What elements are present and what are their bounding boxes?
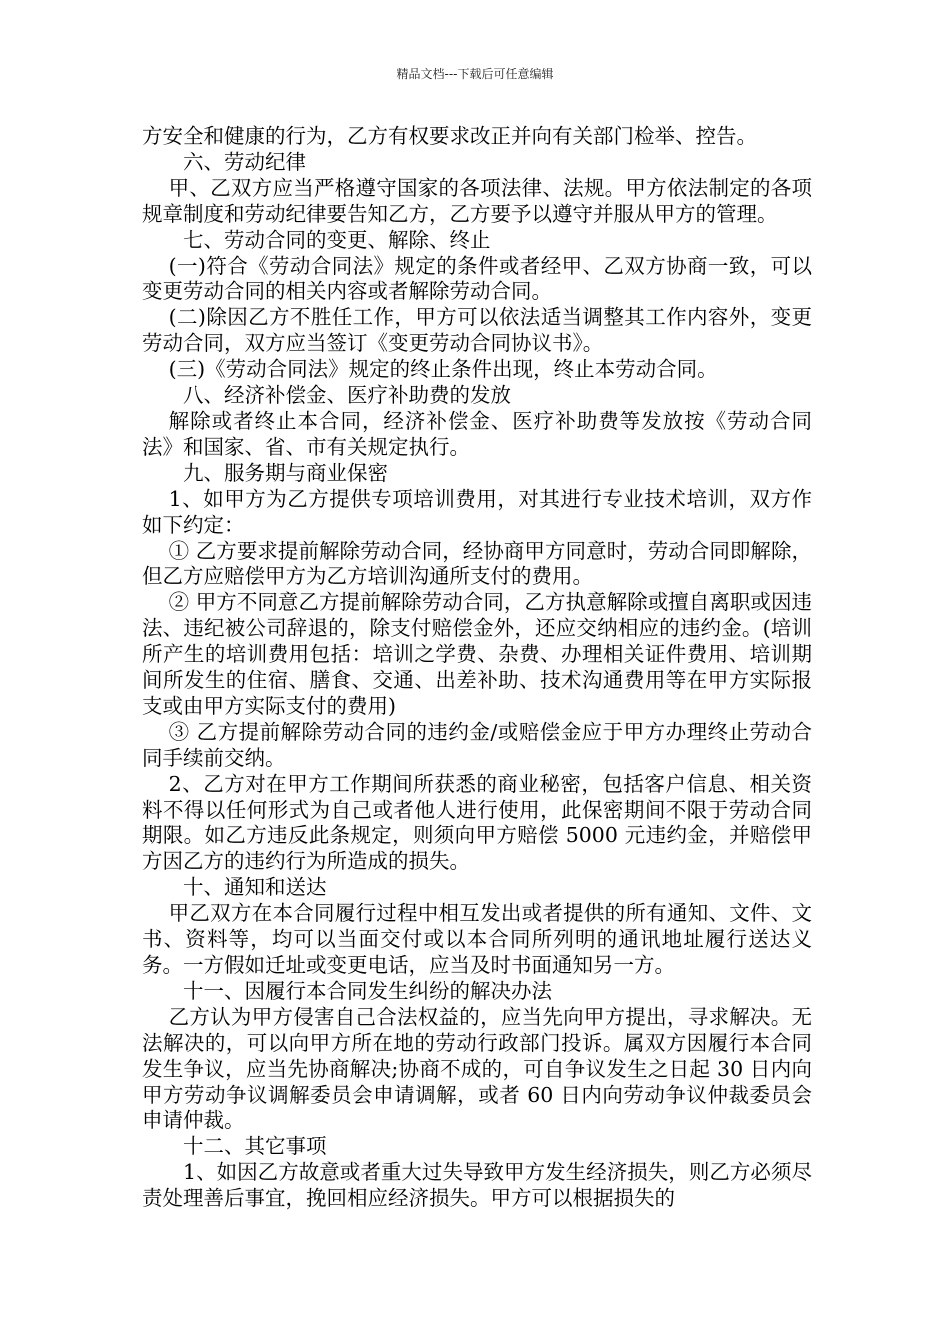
section-heading-10: 十、通知和送达 (183, 875, 327, 900)
paragraph-change-3: (三)《劳动合同法》规定的终止条件出现，终止本劳动合同。 (168, 357, 718, 382)
paragraph-training-1: 1、如甲方为乙方提供专项培训费用，对其进行专业技术培训，双方作如下约定： (142, 486, 812, 537)
page-header: 精品文档---下载后可任意编辑 (396, 67, 554, 81)
paragraph-training-item-2: ② 甲方不同意乙方提前解除劳动合同，乙方执意解除或擅自离职或因违法、违纪被公司辞退的，除支付赔偿金外，还应交纳相应的违约金。(培训所产生的培训费用包括：培训之学费、杂费、办理相关证件费用、培训期间所发生的住宿、膳食、交通、出差补助、技术沟通费用等在甲方实际报支或由甲方实际支付的费用) (142, 590, 812, 718)
section-heading-7: 七、劳动合同的变更、解除、终止 (183, 227, 491, 252)
section-heading-9: 九、服务期与商业保密 (183, 460, 388, 485)
paragraph-training-item-1: ① 乙方要求提前解除劳动合同，经协商甲方同意时，劳动合同即解除，但乙方应赔偿甲方为乙方培训沟通所支付的费用。 (142, 538, 812, 589)
section-heading-11: 十一、因履行本合同发生纠纷的解决办法 (183, 978, 552, 1003)
section-heading-12: 十二、其它事项 (183, 1134, 327, 1159)
paragraph-training-item-3: ③ 乙方提前解除劳动合同的违约金/或赔偿金应于甲方办理终止劳动合同手续前交纳。 (142, 719, 812, 770)
section-heading-8: 八、经济补偿金、医疗补助费的发放 (183, 383, 511, 408)
paragraph-continuation: 方安全和健康的行为，乙方有权要求改正并向有关部门检举、控告。 (142, 124, 757, 148)
paragraph-compensation: 解除或者终止本合同，经济补偿金、医疗补助费等发放按《劳动合同法》和国家、省、市有关规定执行。 (142, 408, 812, 459)
paragraph-confidentiality: 2、乙方对在甲方工作期间所获悉的商业秘密，包括客户信息、相关资料不得以任何形式为自己或者他人进行使用，此保密期间不限于劳动合同期限。如乙方违反此条规定，则须向甲方赔偿 5000 元违约金，并赔偿甲方因乙方的违约行为所造成的损失。 (142, 771, 812, 874)
paragraph-discipline: 甲、乙双方应当严格遵守国家的各项法律、法规。甲方依法制定的各项规章制度和劳动纪律要告知乙方，乙方要予以遵守并服从甲方的管理。 (142, 175, 812, 226)
section-heading-6: 六、劳动纪律 (183, 149, 306, 174)
paragraph-change-1: (一)符合《劳动合同法》规定的条件或者经甲、乙双方协商一致，可以变更劳动合同的相关内容或者解除劳动合同。 (142, 253, 812, 304)
paragraph-dispute: 乙方认为甲方侵害自己合法权益的，应当先向甲方提出，寻求解决。无法解决的，可以向甲方所在地的劳动行政部门投诉。属双方因履行本合同发生争议，应当先协商解决;协商不成的，可自争议发生之日起 30 日内向甲方劳动争议调解委员会申请调解，或者 60 日内向劳动争议仲裁委员会申请仲裁。 (142, 1004, 812, 1133)
contract-body (142, 124, 812, 1212)
paragraph-change-2: (二)除因乙方不胜任工作，甲方可以依法适当调整其工作内容外，变更劳动合同，双方应当签订《变更劳动合同协议书》。 (142, 305, 812, 356)
paragraph-notice: 甲乙双方在本合同履行过程中相互发出或者提供的所有通知、文件、文书、资料等，均可以当面交付或以本合同所列明的通讯地址履行送达义务。一方假如迁址或变更电话，应当及时书面通知另一方。 (142, 901, 812, 977)
paragraph-other-1: 1、如因乙方故意或者重大过失导致甲方发生经济损失，则乙方必须尽责处理善后事宜，挽回相应经济损失。甲方可以根据损失的 (142, 1160, 812, 1211)
